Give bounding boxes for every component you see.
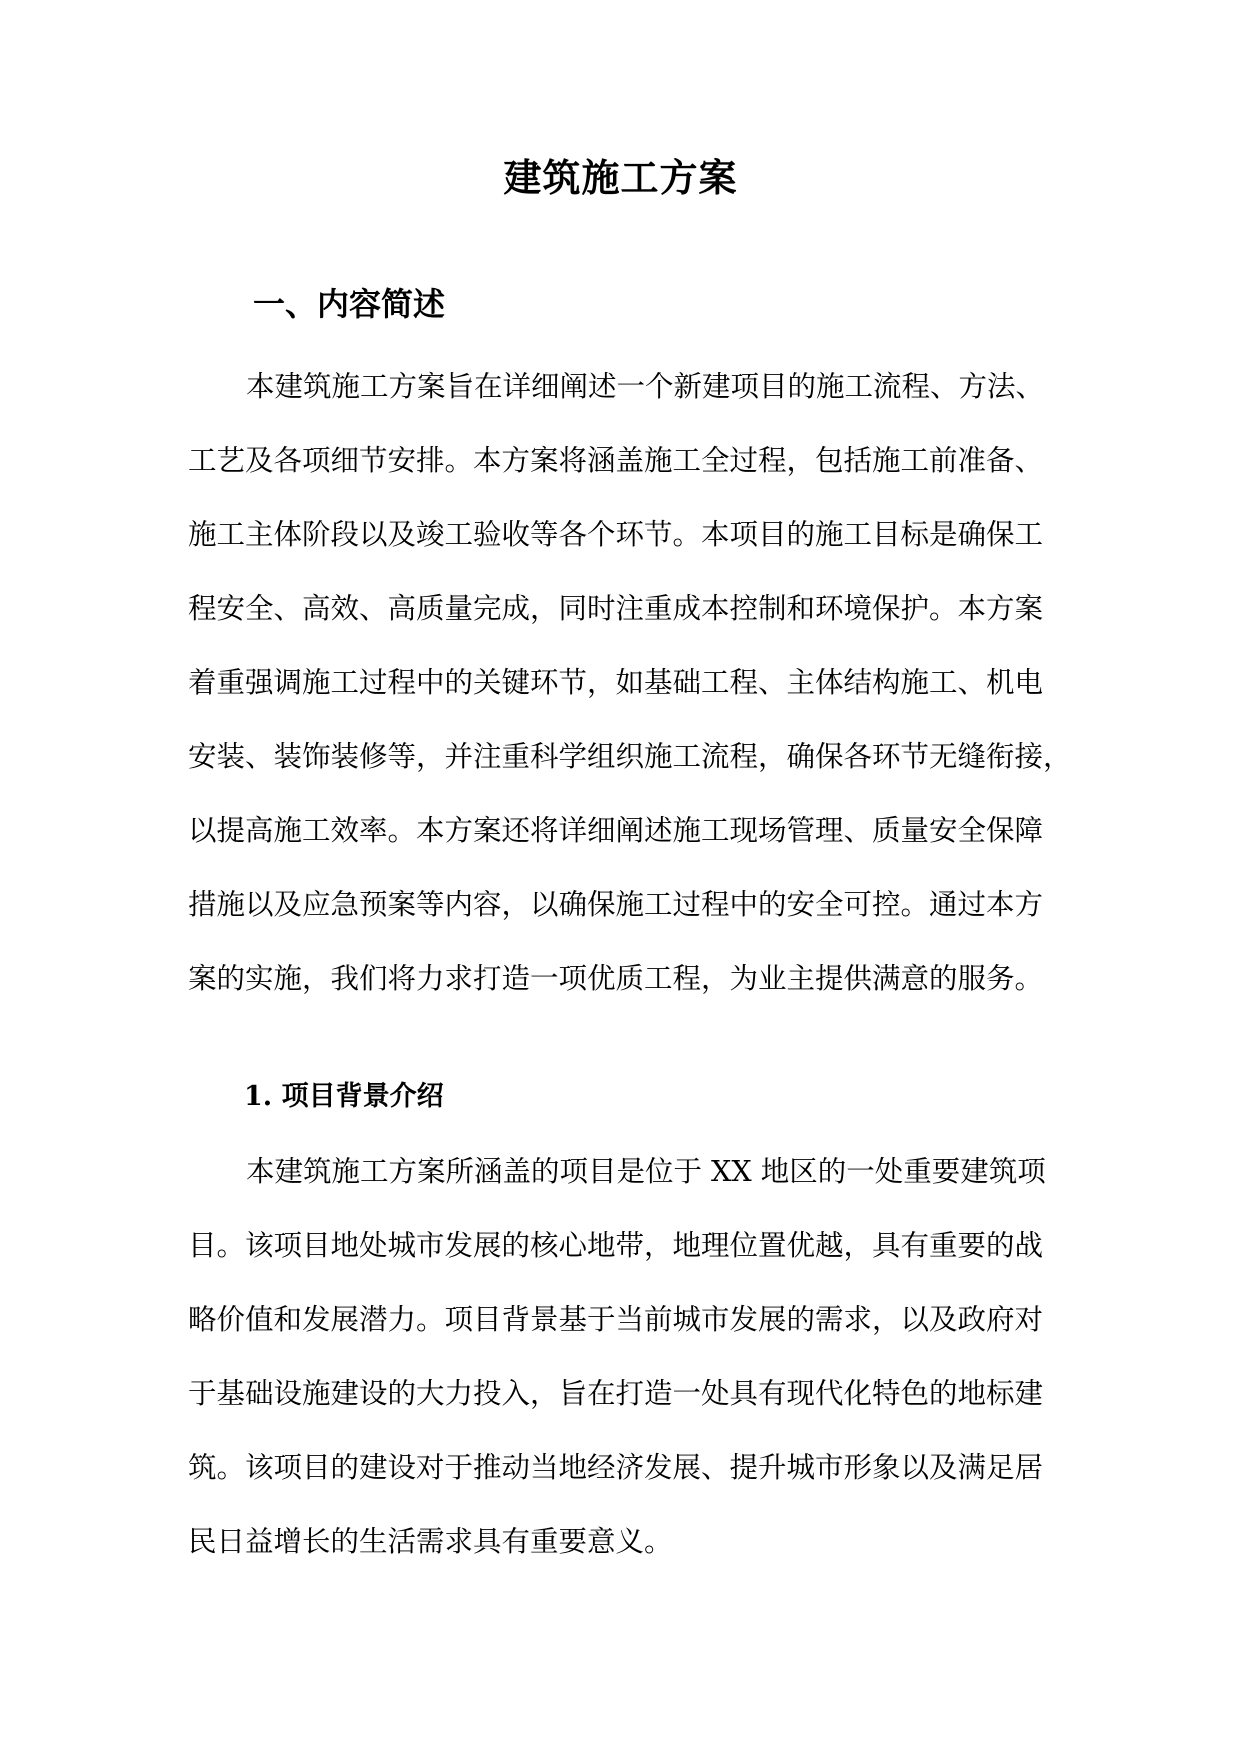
- paragraph-line: 施工主体阶段以及竣工验收等各个环节。本项目的施工目标是确保工: [188, 518, 1044, 551]
- paragraph-line: 筑。该项目的建设对于推动当地经济发展、提升城市形象以及满足居: [188, 1451, 1044, 1484]
- paragraph-line: 民日益增长的生活需求具有重要意义。: [188, 1525, 673, 1558]
- overview-paragraph: [188, 350, 1072, 1016]
- paragraph-line: 着重强调施工过程中的关键环节，如基础工程、主体结构施工、机电: [188, 666, 1044, 699]
- paragraph-line: 程安全、高效、高质量完成，同时注重成本控制和环境保护。本方案: [188, 592, 1044, 625]
- paragraph-line: 措施以及应急预案等内容，以确保施工过程中的安全可控。通过本方: [188, 888, 1044, 921]
- paragraph-line: 略价值和发展潜力。项目背景基于当前城市发展的需求，以及政府对: [188, 1303, 1044, 1336]
- paragraph-line: 工艺及各项细节安排。本方案将涵盖施工全过程，包括施工前准备、: [188, 444, 1044, 477]
- document-title: 建筑施工方案: [503, 155, 738, 200]
- paragraph-line: 于基础设施建设的大力投入，旨在打造一处具有现代化特色的地标建: [188, 1377, 1044, 1410]
- paragraph-line: 目。该项目地处城市发展的核心地带，地理位置优越，具有重要的战: [188, 1229, 1044, 1262]
- subsection-heading-project-background: 1. 项目背景介绍: [244, 1081, 444, 1112]
- paragraph-line: 本建筑施工方案旨在详细阐述一个新建项目的施工流程、方法、: [246, 370, 1045, 403]
- paragraph-line: 本建筑施工方案所涵盖的项目是位于 XX 地区的一处重要建筑项: [246, 1155, 1046, 1188]
- project-background-paragraph: [188, 1135, 1060, 1579]
- section-heading-overview: 一、内容简述: [253, 285, 446, 323]
- paragraph-line: 安装、装饰装修等，并注重科学组织施工流程，确保各环节无缝衔接，: [188, 740, 1072, 773]
- paragraph-line: 案的实施，我们将力求打造一项优质工程，为业主提供满意的服务。: [188, 962, 1044, 995]
- paragraph-line: 以提高施工效率。本方案还将详细阐述施工现场管理、质量安全保障: [188, 814, 1044, 847]
